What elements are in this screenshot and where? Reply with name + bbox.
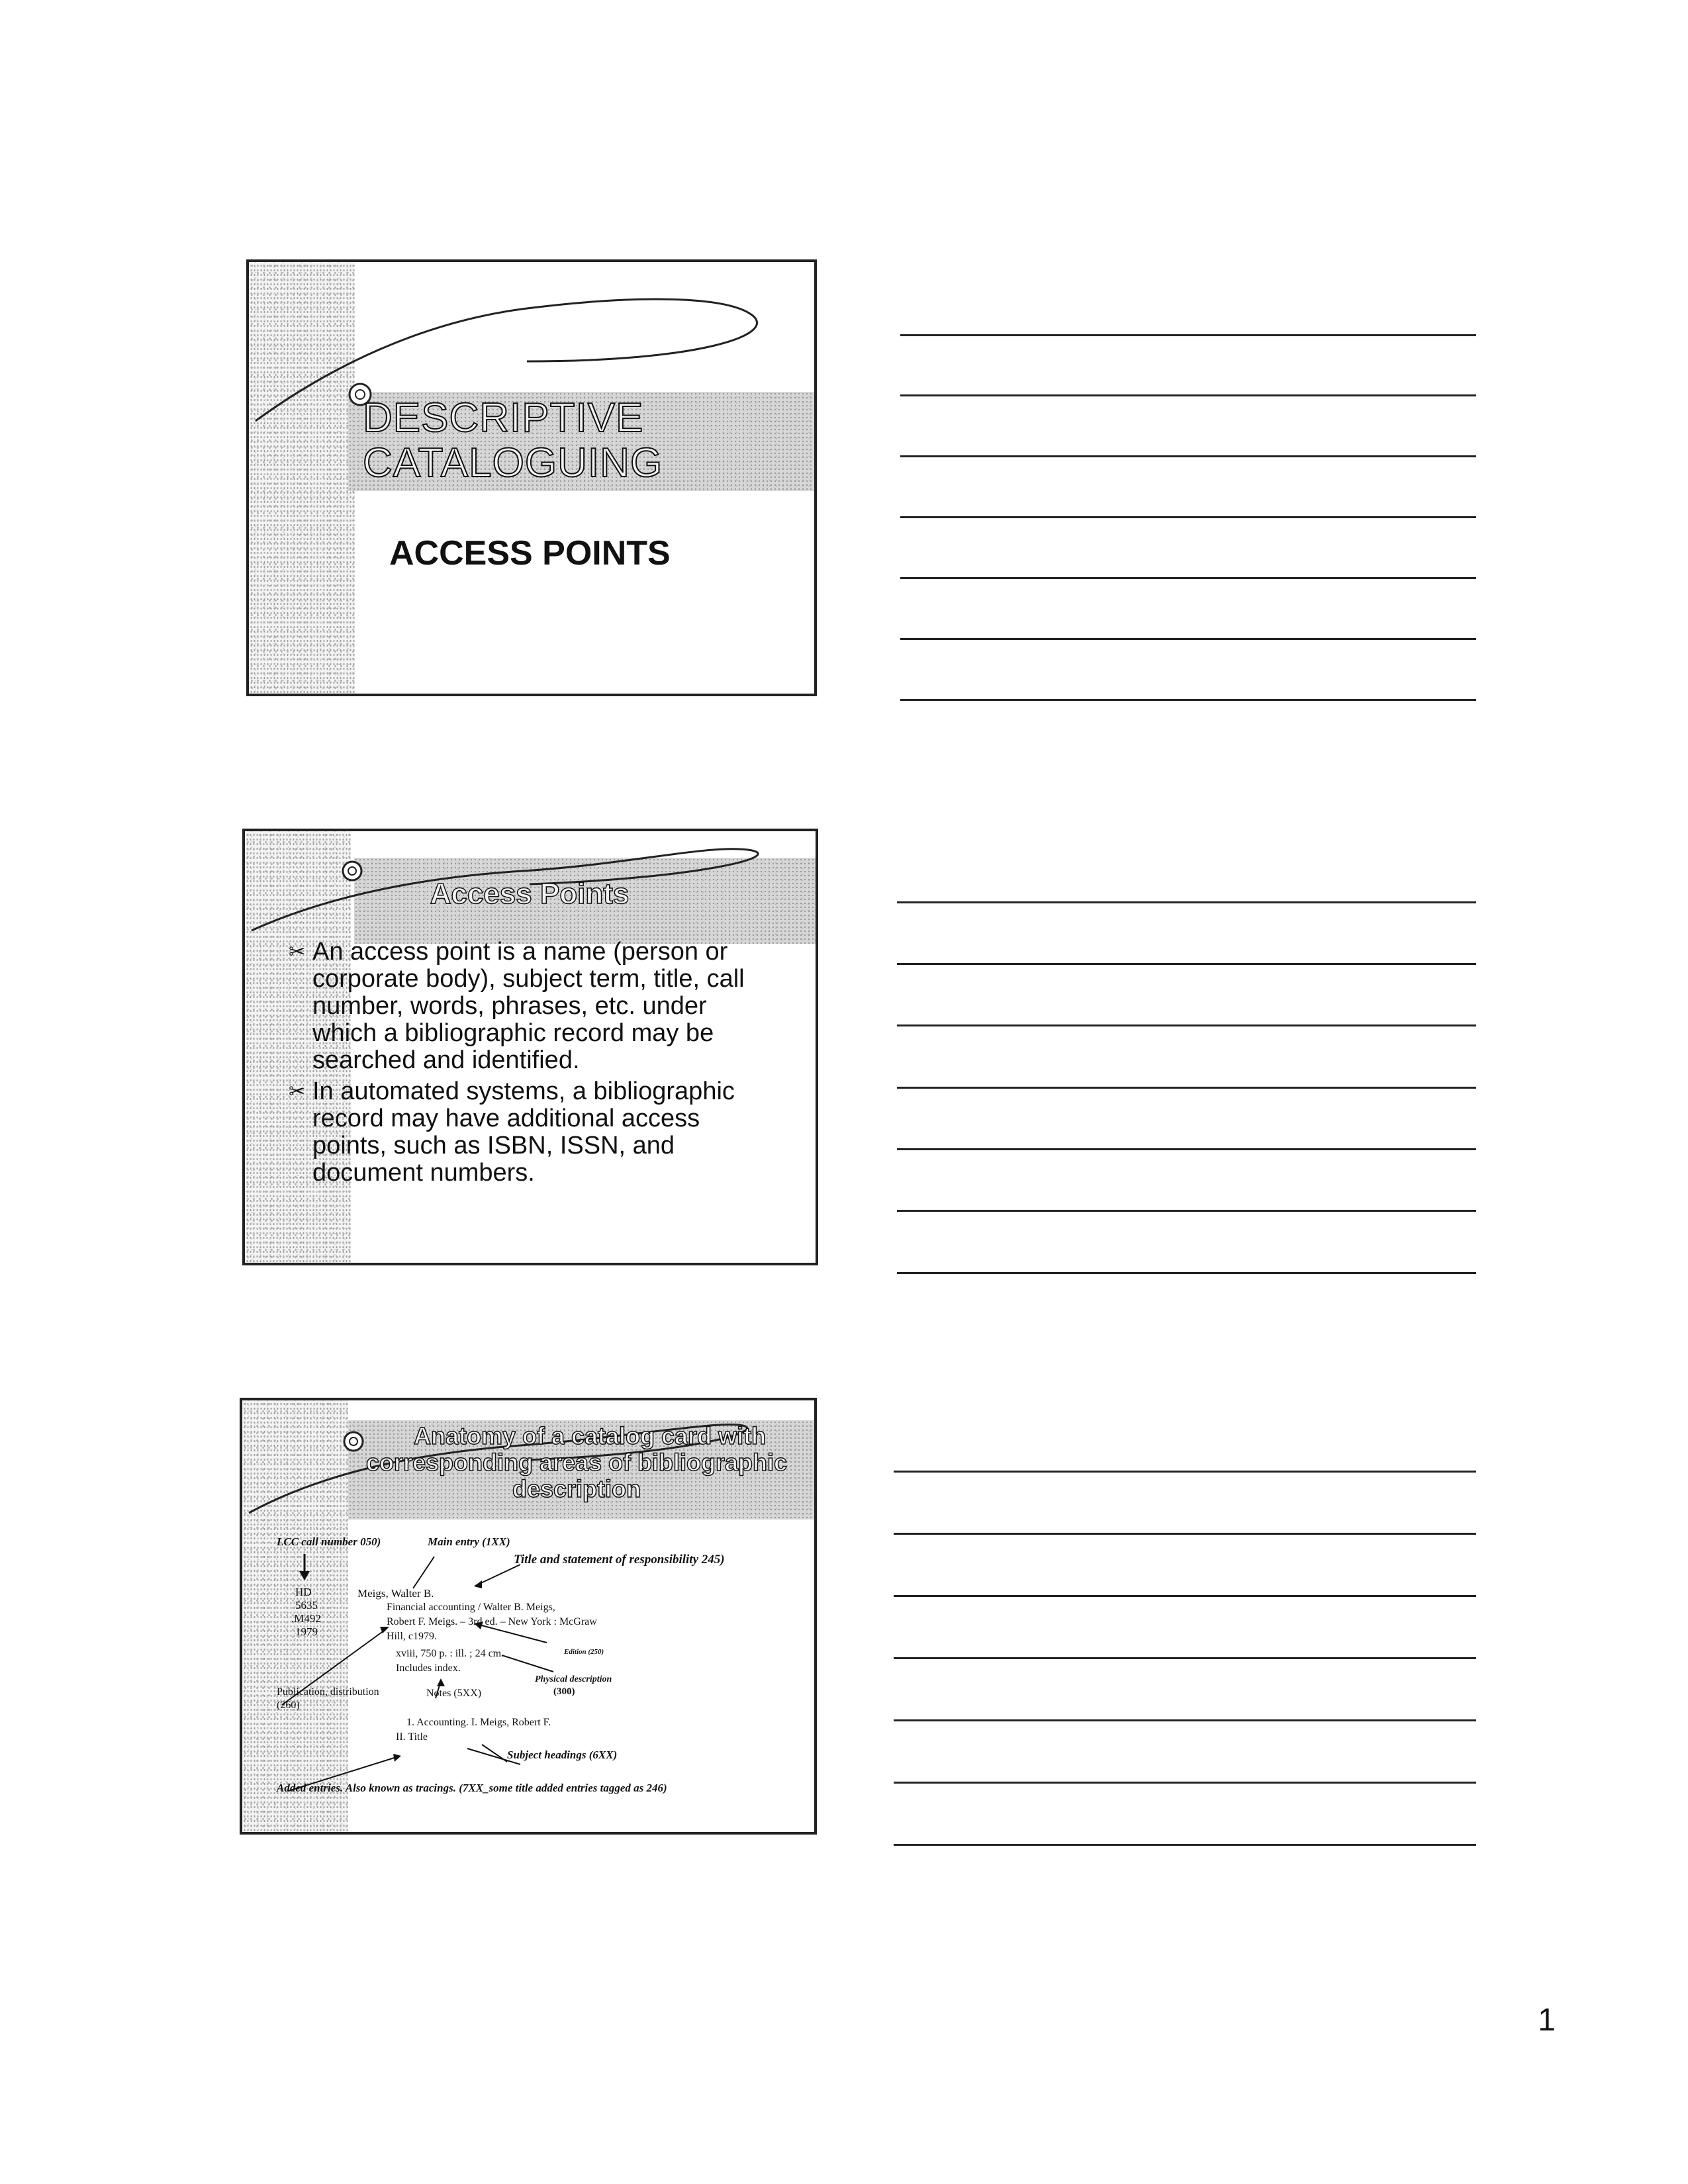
card-main-entry: Meigs, Walter B.: [357, 1587, 434, 1600]
label-physical-description-2: (300): [553, 1686, 575, 1697]
note-line: [900, 394, 1476, 396]
label-added-entries: Added entries. Also known as tracings. (7XX_some title added entries tagged as 246): [277, 1782, 667, 1794]
slide1-title-line1: DESCRIPTIVE: [363, 395, 644, 441]
call-number-cutter: .M492: [291, 1612, 321, 1625]
card-physical-line: xviii, 750 p. : ill. ; 24 cm.: [396, 1648, 504, 1659]
card-edition-line: Robert F. Meigs. – 3rd ed. – New York : McGraw: [387, 1616, 597, 1627]
call-number-year: 1979: [295, 1625, 318, 1638]
call-number-class: 5635: [295, 1599, 318, 1612]
label-lcc-call-number: LCC call number 050): [277, 1535, 381, 1548]
call-number-hd: HD: [295, 1586, 312, 1598]
note-line: [894, 1844, 1476, 1846]
scissors-bullet-icon: ✂: [289, 1081, 306, 1103]
bullet-item: [289, 1078, 765, 1187]
slide2-heading: Access Points: [430, 878, 630, 910]
card-publication-line: Hill, c1979.: [387, 1631, 437, 1642]
note-line: [894, 1533, 1476, 1535]
note-line: [897, 963, 1476, 965]
bullet-text: An access point is a name (person or corporate body), subject term, title, call number, words, phrases, etc. under which a bibliographic record may be searched and identified.: [312, 938, 745, 1074]
note-line: [900, 699, 1476, 701]
note-line: [897, 1210, 1476, 1212]
note-line: [897, 1024, 1476, 1026]
label-physical-description-1: Physical description: [535, 1674, 612, 1684]
slide1-title-line2: CATALOGUING: [363, 440, 663, 486]
card-tracing-line2: II. Title: [396, 1731, 428, 1743]
label-main-entry: Main entry (1XX): [428, 1535, 510, 1548]
page-number: 1: [1538, 2003, 1556, 2038]
bullet-item: [289, 938, 765, 1074]
slide-descriptive-cataloguing: [246, 259, 817, 696]
label-title-statement: Title and statement of responsibility 245): [514, 1553, 725, 1567]
note-line: [894, 1595, 1476, 1597]
slide2-bullets: [289, 938, 765, 1191]
note-line: [900, 577, 1476, 579]
note-line: [894, 1782, 1476, 1784]
note-line: [900, 334, 1476, 336]
note-line: [900, 455, 1476, 457]
slide1-subtitle: ACCESS POINTS: [389, 534, 671, 572]
slide3-heading-line2: corresponding areas of bibliographic: [365, 1449, 788, 1476]
bullet-text: In automated systems, a bibliographic record may have additional access points, such as ISBN, ISSN, and document numbers.: [312, 1077, 735, 1187]
slide3-heading-line3: description: [512, 1475, 641, 1502]
note-line: [897, 901, 1476, 903]
slide3-heading-line1: Anatomy of a catalog card with: [413, 1422, 767, 1449]
note-line: [894, 1471, 1476, 1473]
note-line: [900, 638, 1476, 640]
label-publication-1: Publication, distribution: [277, 1686, 379, 1698]
card-notes-line: Includes index.: [396, 1662, 461, 1674]
card-title-line: Financial accounting / Walter B. Meigs,: [387, 1602, 555, 1613]
label-notes: Notes (5XX): [426, 1688, 482, 1699]
note-line: [894, 1719, 1476, 1721]
note-line: [897, 1087, 1476, 1089]
label-subject-headings: Subject headings (6XX): [507, 1749, 618, 1761]
label-publication-2: (260): [277, 1700, 300, 1711]
scissors-bullet-icon: ✂: [289, 941, 306, 963]
note-line: [900, 516, 1476, 518]
note-line: [897, 1272, 1476, 1274]
note-line: [897, 1148, 1476, 1150]
card-tracing-line1: 1. Accounting. I. Meigs, Robert F.: [406, 1717, 551, 1728]
label-edition: Edition (250): [564, 1648, 604, 1656]
slide-access-points: [242, 829, 818, 1265]
note-line: [894, 1657, 1476, 1659]
slide-anatomy-catalog-card: [240, 1398, 817, 1835]
